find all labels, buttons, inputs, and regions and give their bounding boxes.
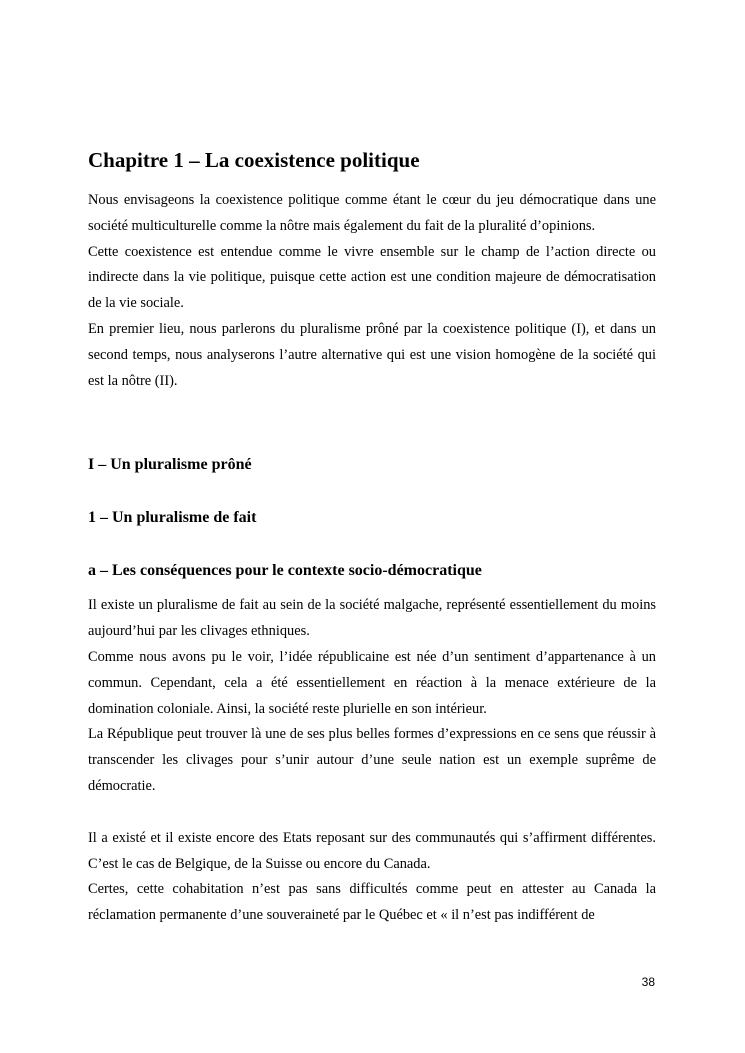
body-paragraph-3: La République peut trouver là une de ses plus belles formes d’expressions en ce sens que réussir à transcender les clivages pour s’unir autour d’une seule nation est un exemple suprême de démocratie.: [88, 726, 656, 794]
heading-spacer: [88, 529, 656, 560]
intro-paragraph-2: Cette coexistence est entendue comme le vivre ensemble sur le champ de l’action directe ou indirecte dans la vie politique, puisque cette action est une condition majeure de démocratisation de la vie sociale.: [88, 243, 656, 312]
section-spacer: [88, 394, 656, 454]
page-content: [88, 146, 656, 929]
chapter-title: Chapitre 1 – La coexistence politique: [88, 148, 420, 172]
body-paragraph-1: Il existe un pluralisme de fait au sein de la société malgache, représenté essentiellement du moins aujourd’hui par les clivages ethniques.: [88, 597, 656, 640]
body-paragraph-5: Certes, cette cohabitation n’est pas sans difficultés comme peut en attester au Canada la réclamation permanente d’une souveraineté par le Québec et « il n’est pas indifférent de: [88, 881, 656, 924]
paragraph-spacer: [88, 800, 656, 826]
page-number: 38: [641, 975, 655, 989]
subsection-title: 1 – Un pluralisme de fait: [88, 509, 257, 527]
intro-paragraph-3: En premier lieu, nous parlerons du pluralisme prôné par la coexistence politique (I), et dans un second temps, nous analyserons l’autre alternative qui est une vision homogène de la société qui est la nôtre (II).: [88, 320, 656, 389]
body-paragraph-4: Il a existé et il existe encore des Etats reposant sur des communautés qui s’affirment différentes. C’est le cas de Belgique, de la Suisse ou encore du Canada.: [88, 829, 656, 872]
subsubsection-title: a – Les conséquences pour le contexte socio-démocratique: [88, 562, 482, 580]
heading-spacer: [88, 476, 656, 507]
intro-paragraph-1: Nous envisageons la coexistence politique comme étant le cœur du jeu démocratique dans une société multiculturelle comme la nôtre mais également du fait de la pluralité d’opinions.: [88, 192, 656, 234]
body-paragraph-2: Comme nous avons pu le voir, l’idée républicaine est née d’un sentiment d’appartenance à un commun. Cependant, cela a été essentiellement en réaction à la menace extérieure de la domination coloniale. Ainsi, la société reste plurielle en son intérieur.: [88, 648, 656, 717]
section-title: I – Un pluralisme prôné: [88, 456, 252, 474]
